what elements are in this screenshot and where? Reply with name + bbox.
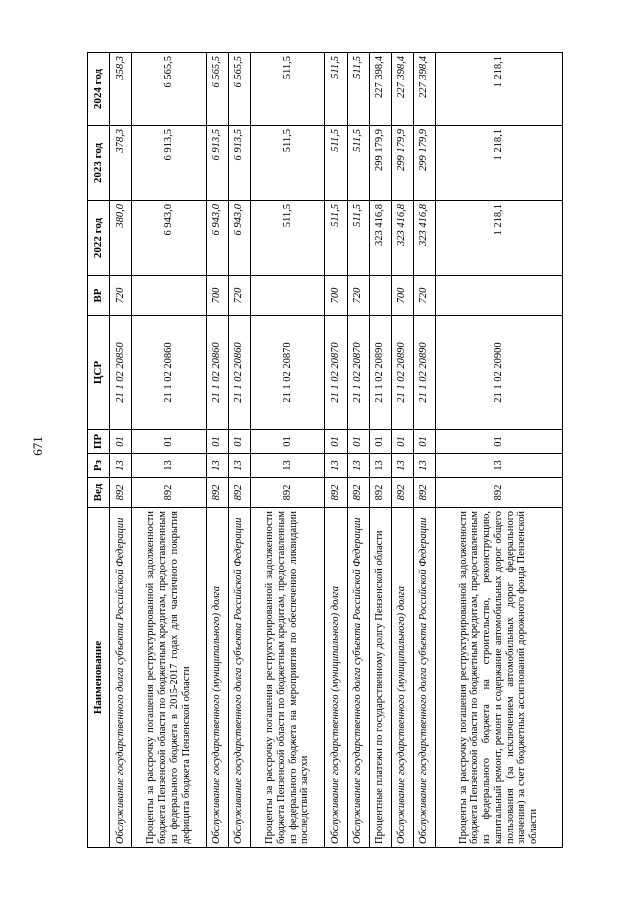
cell-ved: 892 bbox=[228, 478, 250, 508]
cell-2022: 6 943,0 bbox=[132, 201, 207, 276]
cell-2024: 358,3 bbox=[110, 53, 132, 126]
cell-name: Процентные платежи по государственному долгу Пензенской области bbox=[369, 508, 391, 848]
cell-pr: 01 bbox=[391, 430, 413, 454]
cell-rz: 13 bbox=[347, 454, 369, 478]
cell-2024: 6 565,5 bbox=[206, 53, 228, 126]
cell-ved: 892 bbox=[435, 478, 562, 508]
cell-2024: 6 565,5 bbox=[132, 53, 207, 126]
cell-2022: 511,5 bbox=[250, 201, 325, 276]
table-header-row bbox=[88, 53, 110, 848]
cell-2023: 511,5 bbox=[325, 126, 347, 201]
cell-csr: 21 1 02 20870 bbox=[347, 316, 369, 430]
cell-2023: 299 179,9 bbox=[369, 126, 391, 201]
cell-vr: 720 bbox=[413, 276, 435, 316]
table-row bbox=[110, 53, 132, 848]
cell-vr: 720 bbox=[347, 276, 369, 316]
cell-rz: 13 bbox=[413, 454, 435, 478]
cell-vr: 700 bbox=[206, 276, 228, 316]
cell-csr: 21 1 02 20860 bbox=[228, 316, 250, 430]
cell-2022: 323 416,8 bbox=[391, 201, 413, 276]
cell-2023: 299 179,9 bbox=[413, 126, 435, 201]
cell-vr: 700 bbox=[325, 276, 347, 316]
cell-rz: 13 bbox=[132, 454, 207, 478]
cell-name: Обслуживание государственного (муниципального) долга bbox=[391, 508, 413, 848]
cell-vr bbox=[132, 276, 207, 316]
cell-ved: 892 bbox=[413, 478, 435, 508]
cell-vr bbox=[369, 276, 391, 316]
cell-ved: 892 bbox=[391, 478, 413, 508]
budget-table bbox=[87, 52, 563, 848]
cell-name: Обслуживание государственного (муниципального) долга bbox=[206, 508, 228, 848]
cell-2024: 227 398,4 bbox=[413, 53, 435, 126]
cell-rz: 13 bbox=[435, 454, 562, 478]
cell-2023: 6 913,5 bbox=[132, 126, 207, 201]
cell-name: Обслуживание государственного долга субъекта Российской Федерации bbox=[110, 508, 132, 848]
cell-pr: 01 bbox=[132, 430, 207, 454]
cell-rz: 13 bbox=[391, 454, 413, 478]
cell-2024: 227 398,4 bbox=[369, 53, 391, 126]
cell-pr: 01 bbox=[413, 430, 435, 454]
page-number: 671 bbox=[30, 436, 45, 456]
cell-csr: 21 1 02 20890 bbox=[391, 316, 413, 430]
header-2022: 2022 год bbox=[88, 201, 110, 276]
cell-rz: 13 bbox=[325, 454, 347, 478]
cell-pr: 01 bbox=[435, 430, 562, 454]
cell-2022: 6 943,0 bbox=[228, 201, 250, 276]
cell-2023: 6 913,5 bbox=[206, 126, 228, 201]
cell-2022: 511,5 bbox=[325, 201, 347, 276]
table-row bbox=[347, 53, 369, 848]
table-row bbox=[228, 53, 250, 848]
cell-rz: 13 bbox=[250, 454, 325, 478]
cell-name: Обслуживание государственного долга субъекта Российской Федерации bbox=[413, 508, 435, 848]
cell-ved: 892 bbox=[132, 478, 207, 508]
cell-2024: 511,5 bbox=[325, 53, 347, 126]
cell-2022: 323 416,8 bbox=[369, 201, 391, 276]
cell-vr bbox=[435, 276, 562, 316]
cell-vr: 720 bbox=[228, 276, 250, 316]
cell-pr: 01 bbox=[228, 430, 250, 454]
cell-name: Проценты за рассрочку погашения реструктурированной задолженности бюджета Пензенской области по бюджетным кредитам, предоставленным из федерального бюджета на мероприятия по обеспечению ликвидации последствий засухи bbox=[250, 508, 325, 848]
cell-csr: 21 1 02 20870 bbox=[325, 316, 347, 430]
cell-csr: 21 1 02 20860 bbox=[206, 316, 228, 430]
table-row bbox=[132, 53, 207, 848]
table-row bbox=[250, 53, 325, 848]
cell-rz: 13 bbox=[110, 454, 132, 478]
cell-pr: 01 bbox=[347, 430, 369, 454]
rotated-table-wrapper bbox=[87, 53, 563, 848]
cell-2024: 511,5 bbox=[250, 53, 325, 126]
cell-2022: 323 416,8 bbox=[413, 201, 435, 276]
cell-2023: 6 913,5 bbox=[228, 126, 250, 201]
cell-2022: 6 943,0 bbox=[206, 201, 228, 276]
cell-2023: 511,5 bbox=[250, 126, 325, 201]
table-row bbox=[435, 53, 562, 848]
cell-csr: 21 1 02 20890 bbox=[369, 316, 391, 430]
cell-name: Обслуживание государственного долга субъекта Российской Федерации bbox=[228, 508, 250, 848]
cell-2022: 1 218,1 bbox=[435, 201, 562, 276]
cell-pr: 01 bbox=[110, 430, 132, 454]
cell-rz: 13 bbox=[228, 454, 250, 478]
cell-2022: 511,5 bbox=[347, 201, 369, 276]
header-2024: 2024 год bbox=[88, 53, 110, 126]
cell-csr: 21 1 02 20850 bbox=[110, 316, 132, 430]
header-name: Наименование bbox=[88, 508, 110, 848]
cell-2022: 380,0 bbox=[110, 201, 132, 276]
cell-csr: 21 1 02 20870 bbox=[250, 316, 325, 430]
cell-pr: 01 bbox=[250, 430, 325, 454]
table-row bbox=[391, 53, 413, 848]
cell-csr: 21 1 02 20900 bbox=[435, 316, 562, 430]
cell-ved: 892 bbox=[206, 478, 228, 508]
cell-2024: 227 398,4 bbox=[391, 53, 413, 126]
cell-2023: 511,5 bbox=[347, 126, 369, 201]
cell-ved: 892 bbox=[325, 478, 347, 508]
cell-name: Проценты за рассрочку погашения реструктурированной задолженности бюджета Пензенской области по бюджетным кредитам, предоставленным из федерального бюджета в 2015-2017 годах для частичного покрытия дефицита бюджета Пензенской области bbox=[132, 508, 207, 848]
header-vr: ВР bbox=[88, 276, 110, 316]
table-row bbox=[413, 53, 435, 848]
cell-pr: 01 bbox=[206, 430, 228, 454]
cell-2024: 511,5 bbox=[347, 53, 369, 126]
cell-ved: 892 bbox=[369, 478, 391, 508]
cell-ved: 892 bbox=[347, 478, 369, 508]
cell-name: Обслуживание государственного (муниципального) долга bbox=[325, 508, 347, 848]
header-pr: ПР bbox=[88, 430, 110, 454]
cell-vr: 700 bbox=[391, 276, 413, 316]
header-csr: ЦСР bbox=[88, 316, 110, 430]
table-row bbox=[206, 53, 228, 848]
cell-name: Проценты за рассрочку погашения реструктурированной задолженности бюджета Пензенской области по бюджетным кредитам, предоставленным из федерального бюджета на строительство, реконструкцию, капитальный ремонт, ремонт и содержание автомобильных дорог общего пользования (за исключением автомобильных дорог федерального значения) за счет бюджетных ассигнований дорожного фонда Пензенской области bbox=[435, 508, 562, 848]
cell-ved: 892 bbox=[110, 478, 132, 508]
cell-pr: 01 bbox=[325, 430, 347, 454]
cell-csr: 21 1 02 20860 bbox=[132, 316, 207, 430]
cell-ved: 892 bbox=[250, 478, 325, 508]
cell-2023: 1 218,1 bbox=[435, 126, 562, 201]
cell-rz: 13 bbox=[369, 454, 391, 478]
cell-2023: 378,3 bbox=[110, 126, 132, 201]
header-rz: Рз bbox=[88, 454, 110, 478]
cell-rz: 13 bbox=[206, 454, 228, 478]
cell-vr: 720 bbox=[110, 276, 132, 316]
table-row bbox=[325, 53, 347, 848]
cell-pr: 01 bbox=[369, 430, 391, 454]
cell-csr: 21 1 02 20890 bbox=[413, 316, 435, 430]
cell-2024: 1 218,1 bbox=[435, 53, 562, 126]
cell-2023: 299 179,9 bbox=[391, 126, 413, 201]
cell-vr bbox=[250, 276, 325, 316]
cell-2024: 6 565,5 bbox=[228, 53, 250, 126]
header-2023: 2023 год bbox=[88, 126, 110, 201]
cell-name: Обслуживание государственного долга субъекта Российской Федерации bbox=[347, 508, 369, 848]
header-ved: Вед bbox=[88, 478, 110, 508]
table-row bbox=[369, 53, 391, 848]
